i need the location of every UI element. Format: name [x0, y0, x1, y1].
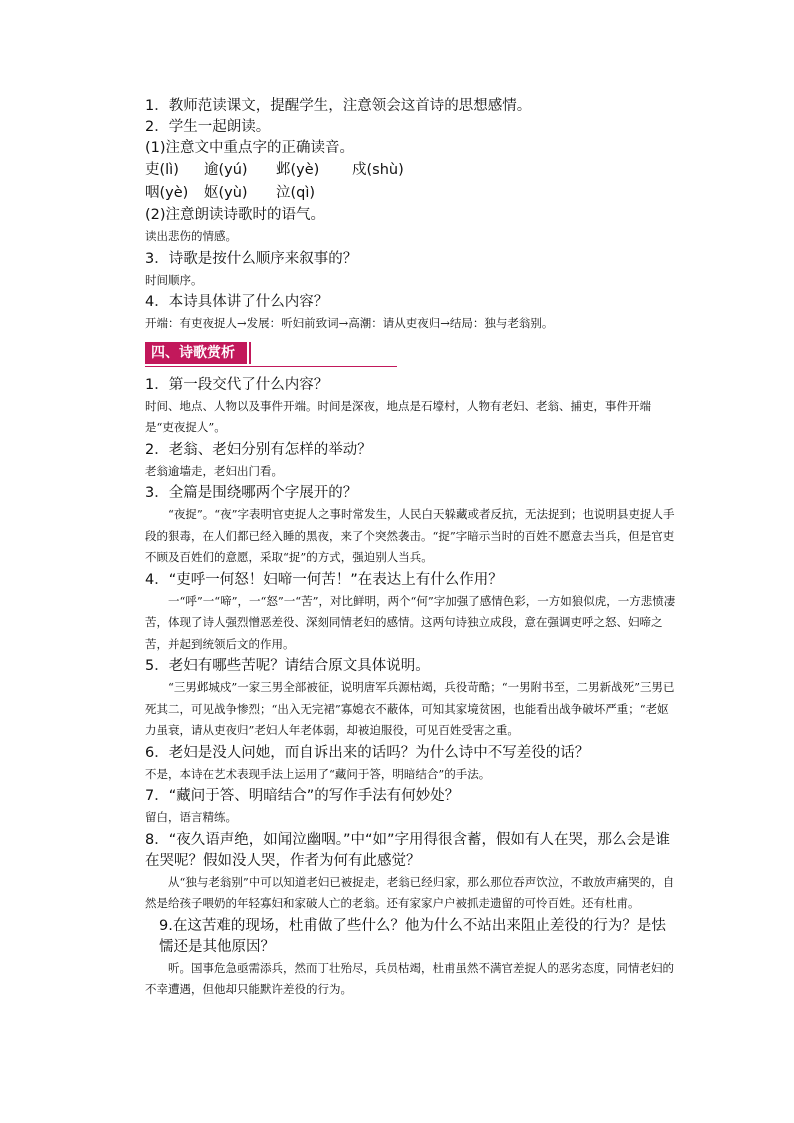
analysis-question-6: 6．老妇是没人问她，而自诉出来的话吗？为什么诗中不写差役的话？ — [145, 744, 590, 761]
analysis-question-8: 8．“夜久语声绝，如闻泣幽咽。”中“如”字用得很含蓄，假如有人在哭，那么会是谁在哭呢？假如没人哭，作者为何有此感觉？ — [145, 831, 671, 869]
sub-item-2: (2)注意朗读诗歌时的语气。 — [145, 207, 326, 223]
pronunciation-row-1 — [145, 159, 679, 182]
section-rule — [145, 366, 397, 367]
pron-qi: 泣(qì) — [276, 185, 316, 201]
pron-yu: 逾(yú) — [204, 162, 248, 178]
analysis-question-3: 3．全篇是围绕哪两个字展开的？ — [145, 485, 358, 501]
analysis-answer-3: “夜捉”。“夜”字表明官吏捉人之事时常发生，人民白天躲藏或者反抗，无法捉到；也说明县吏捉人手段的狠毒，在人们都已经入睡的黑夜，来了个突然袭击。“捉”字暗示当时的百姓不愿意去当兵，但是官吏不顾及百姓们的意愿，采取“捉”的方式，强迫别人当兵。 — [145, 507, 675, 564]
section-heading — [145, 341, 679, 367]
analysis-answer-6: 不是，本诗在艺术表现手法上运用了“藏问于答，明暗结合”的手法。 — [145, 766, 491, 781]
analysis-question-4: 4．“吏呼一何怒！妇啼一何苦！”在表达上有什么作用？ — [145, 571, 503, 588]
pron-yu2: 妪(yù) — [204, 185, 248, 201]
analysis-answer-8: 从“独与老翁别”中可以知道老妇已被捉走，老翁已经归家，那么那位吞声饮泣，不敢放声痛哭的，自然是给孩子喂奶的年轻寡妇和家破人亡的老翁。还有家家户户被抓走遗留的可怜百姓。还有杜甫。 — [145, 874, 675, 910]
analysis-question-1: 1．第一段交代了什么内容？ — [145, 376, 329, 393]
document-content — [145, 96, 679, 1002]
sub-item-1: (1)注意文中重点字的正确读音。 — [145, 140, 355, 156]
analysis-question-5: 5．老妇有哪些苦呢？请结合原文具体说明。 — [145, 658, 430, 674]
pron-ye: 邺(yè) — [276, 162, 320, 178]
question-3: 3．诗歌是按什么顺序来叙事的？ — [145, 250, 358, 267]
answer-3: 时间顺序。 — [145, 272, 203, 287]
analysis-question-2: 2．老翁、老妇分别有怎样的举动？ — [145, 441, 372, 458]
pron-li: 吏(lì) — [145, 162, 179, 178]
question-2: 2．学生一起朗读。 — [145, 119, 271, 135]
analysis-answer-9: 听。国事危急亟需添兵，然而丁壮殆尽，兵员枯竭，杜甫虽然不满官差捉人的恶劣态度，同情老妇的不幸遭遇，但他却只能默许差役的行为。 — [145, 960, 674, 996]
analysis-answer-5: “三男邺城戍”一家三男全部被征，说明唐军兵源枯竭，兵役苛酷；“一男附书至，二男新战死”三男已死其二，可见战争惨烈；“出入无完裙”寡媳衣不蔽体，可知其家境贫困，也能看出战争破坏严重；“老妪力虽衰，请从吏夜归”老妇人年老体弱，却被迫服役，可见百姓受害之重。 — [145, 680, 675, 737]
answer-4: 开端：有吏夜捉人→发展：听妇前致词→高潮：请从吏夜归→结局：独与老翁别。 — [145, 316, 554, 330]
analysis-answer-2: 老翁逾墙走，老妇出门看。 — [145, 463, 283, 478]
analysis-question-9: 9.在这苦难的现场，杜甫做了些什么？他为什么不站出来阻止差役的行为？是怯懦还是其他原因？ — [159, 917, 666, 955]
pron-shu: 戍(shù) — [352, 162, 404, 178]
pron-yan: 咽(yè) — [145, 185, 189, 201]
analysis-answer-1: 时间、地点、人物以及事件开端。时间是深夜，地点是石壕村，人物有老妇、老翁、捕吏，事件开端是“吏夜捉人”。 — [145, 398, 651, 434]
question-4: 4．本诗具体讲了什么内容？ — [145, 294, 329, 310]
analysis-answer-4: 一“呼”一“啼”，一“怒”一“苦”，对比鲜明，两个“何”字加强了感情色彩，一方如狼似虎，一方悲愤凄苦，体现了诗人强烈憎恶差役、深刻同情老妇的感情。这两句诗独立成段，意在强调吏呼之怒、妇啼之苦，并起到统领后文的作用。 — [145, 593, 676, 651]
analysis-answer-7: 留白，语言精练。 — [145, 810, 237, 824]
pronunciation-row-2 — [145, 182, 679, 205]
question-1: 1．教师范读课文，提醒学生，注意领会这首诗的思想感情。 — [145, 98, 532, 114]
section-label: 四、诗歌赏析 — [145, 342, 247, 364]
analysis-question-7: 7．“藏问于答、明暗结合”的写作手法有何妙处？ — [145, 788, 460, 804]
answer-2: 读出悲伤的情感。 — [145, 229, 237, 243]
